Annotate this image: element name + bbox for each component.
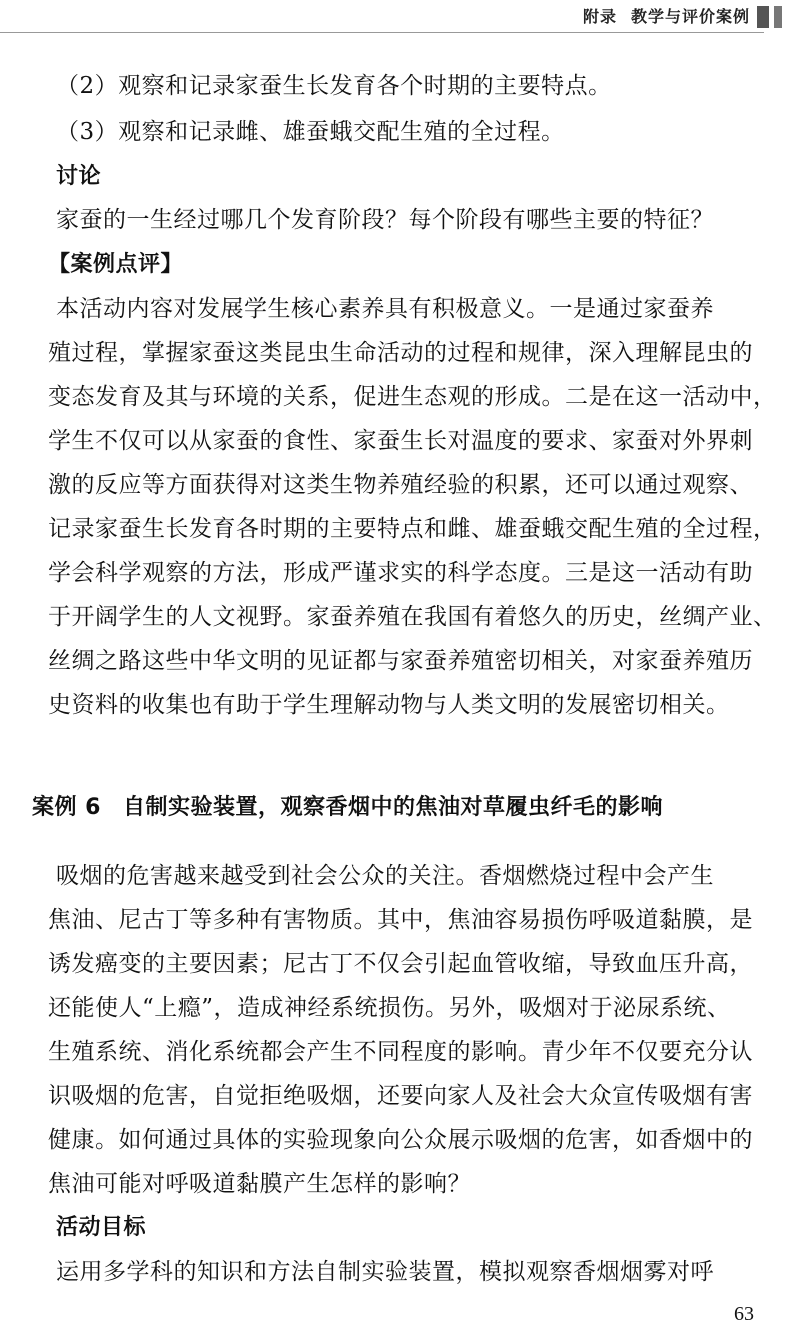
list-item: （3）观察和记录雌、雄蚕蛾交配生殖的全过程。 (56, 119, 565, 145)
review-paragraph-line: 学会科学观察的方法，形成严谨求实的科学态度。三是这一活动有助 (48, 560, 753, 586)
objective-heading: 活动目标 (56, 1215, 147, 1240)
review-paragraph-line: 丝绸之路这些中华文明的见证都与家蚕养殖密切相关，对家蚕养殖历 (48, 648, 753, 674)
review-paragraph-line: 史资料的收集也有助于学生理解动物与人类文明的发展密切相关。 (48, 692, 730, 718)
case-title: 自制实验装置，观察香烟中的焦油对草履虫纤毛的影响 (122, 795, 663, 820)
case-heading (32, 788, 772, 828)
review-paragraph-line: 殖过程，掌握家蚕这类昆虫生命活动的过程和规律，深入理解昆虫的 (48, 340, 753, 366)
header-rule (0, 32, 764, 33)
case-paragraph-line: 焦油可能对呼吸道黏膜产生怎样的影响？ (48, 1171, 471, 1197)
case-number: 案例 6 (32, 795, 101, 820)
case-paragraph-line: 识吸烟的危害，自觉拒绝吸烟，还要向家人及社会大众宣传吸烟有害 (48, 1083, 753, 1109)
discussion-question: 家蚕的一生经过哪几个发育阶段？每个阶段有哪些主要的特征？ (56, 207, 714, 233)
case-paragraph-line: 健康。如何通过具体的实验现象向公众展示吸烟的危害，如香烟中的 (48, 1127, 753, 1153)
header-decoration (757, 6, 782, 28)
case-paragraph-line: 吸烟的危害越来越受到社会公众的关注。香烟燃烧过程中会产生 (56, 863, 714, 889)
header-section: 附录 (582, 7, 617, 26)
case-paragraph-line: 生殖系统、消化系统都会产生不同程度的影响。青少年不仅要充分认 (48, 1039, 753, 1065)
review-paragraph-line: 记录家蚕生长发育各时期的主要特点和雌、雄蚕蛾交配生殖的全过程， (48, 516, 777, 542)
review-paragraph-line: 变态发育及其与环境的关系，促进生态观的形成。二是在这一活动中， (48, 384, 777, 410)
list-item: （2）观察和记录家蚕生长发育各个时期的主要特点。 (56, 73, 612, 99)
objective-line: 运用多学科的知识和方法自制实验装置，模拟观察香烟烟雾对呼 (56, 1259, 714, 1285)
review-paragraph-line: 于开阔学生的人文视野。家蚕养殖在我国有着悠久的历史，丝绸产业、 (48, 604, 777, 630)
case-paragraph-line: 焦油、尼古丁等多种有害物质。其中，焦油容易损伤呼吸道黏膜，是 (48, 907, 753, 933)
case-paragraph-line: 诱发癌变的主要因素；尼古丁不仅会引起血管收缩，导致血压升高， (48, 951, 753, 977)
review-paragraph-line: 本活动内容对发展学生核心素养具有积极意义。一是通过家蚕养 (56, 296, 714, 322)
page-number: 63 (734, 1303, 754, 1325)
review-heading: 【案例点评】 (48, 252, 184, 277)
running-header (583, 5, 750, 29)
header-title: 教学与评价案例 (630, 7, 750, 26)
discussion-heading: 讨论 (56, 164, 102, 189)
review-paragraph-line: 学生不仅可以从家蚕的食性、家蚕生长对温度的要求、家蚕对外界刺 (48, 428, 753, 454)
case-paragraph-line: 还能使人“上瘾”，造成神经系统损伤。另外，吸烟对于泌尿系统、 (48, 995, 731, 1021)
review-paragraph-line: 激的反应等方面获得对这类生物养殖经验的积累，还可以通过观察、 (48, 472, 753, 498)
